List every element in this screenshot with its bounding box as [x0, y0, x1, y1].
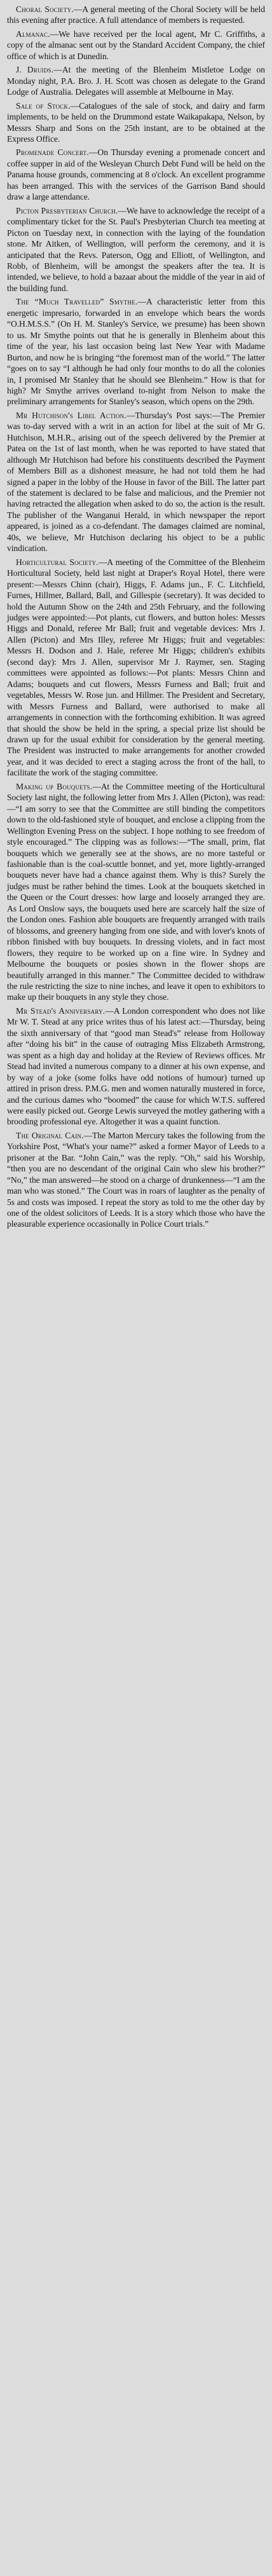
- notice-text: —Thursday's Post says:—The Premier was to-day served with a writ in an action for libel at the suit of Mr G. Hutchison, M.H.R., arising out of the speech delivered by the Premier at Patea on the 1st of last month, when he was reported to have stated that although Mr Hutchison had before his constituents described the Payment of Members Bill as a dishonest measure, he had not told them he had signed a paper in the lobby of the House in favor of the Bill. The latter part of the statement is declared to be false and malicious, and the Premier not having retracted the allegation when asked to do so, the action is the result. The publisher of the Wanganui Herald, in which newspaper the report appeared, is joined as a co-defendant. The damages claimed are nominal, 40s, we believe, Mr Hutchison declaring his object to be a public vindication.: [7, 410, 265, 554]
- notice-sale-of-stock: [7, 100, 265, 145]
- notice-text: —We have received per the local agent, Mr C. Griffiths, a copy of the almanac sent out by the Standard Accident Company, the chief office of which is at Dunedin.: [7, 29, 265, 61]
- notice-picton-presbyterian-church: [7, 205, 265, 294]
- notice-much-travelled-smythe: [7, 296, 265, 407]
- notice-text: —A meeting of the Committee of the Blenheim Horticultural Society, held last night at Draper's Royal Hotel, there were present:—Messrs Chinn (chair), Higgs, F. Adams jun., F. C. Litchfield, Furnes, Hillmer, Ballard, Ball, and Gillespie (secretary). It was decided to hold the Autumn Show on the 24th and 25th February, and the following judges were appointed:—Pot plants, cut flowers, and button holes: Messrs Higgs and Donald, referee Mr Ball; fruit and vegetable devices: Mrs J. Allen (Picton) and Mrs Illey, referee Mr Higgs; fruit and vegetables: Messrs H. Dodson and J. Hale, referee Mr Higgs; children's exhibits (second day): Mrs J. Allen, supervisor Mr J. Raymer, sen. Staging committees were appointed as follows:—Pot plants: Messrs Chinn and Adams; bouquets and cut flowers, Messrs Furness and Ball; fruit and vegetables, Messrs W. Rose jun. and Hillmer. The President and Secretary, with Messrs Furness and Ballard, were authorised to make all arrangements in connection with the forthcoming exhibition. It was agreed that should the show be held in the spring, a special prize list should be drawn up for the usual exhibit for consideration by the general meeting. The President was instructed to make arrangements for another crowded year, and it was decided to erect a staging across the front of the hall, to facilitate the work of the staging committee.: [7, 557, 265, 778]
- notice-heading: Making up Bouquets.: [16, 781, 93, 791]
- notice-stead-anniversary: [7, 1005, 265, 1128]
- notice-heading: The “Much Travelled” Smythe.: [16, 297, 138, 307]
- notice-original-cain: [7, 1130, 265, 1230]
- notice-heading: Almanac.: [16, 29, 50, 39]
- notice-heading: Sale of Stock.: [16, 100, 71, 111]
- notice-text: —On Thursday evening a promenade concert and coffee supper in aid of the Wesleyan Church Debt Fund will be held on the Panama house grounds, commencing at 8 o'clock. An excellent programme has been arranged. This with the services of the Garrison Band should draw a large attendance.: [7, 147, 265, 202]
- notice-heading: The Original Cain.: [16, 1130, 84, 1140]
- notice-heading: Mr Hutchison's Libel Action.: [16, 410, 126, 420]
- notice-heading: Horticultural Society.: [16, 557, 99, 567]
- notice-heading: Mr Stead's Anniversary.: [16, 1005, 105, 1016]
- notice-almanac: [7, 29, 265, 62]
- notice-text: —A London correspondent who does not like Mr W. T. Stead at any price writes thus of his latest act:—Thursday, being the sixth anniversary of that “good man Stead's” release from Holloway after “doing his bit” in the cause of outraging Miss Elizabeth Armstrong, was spent as a high day and holiday at the Review of Reviews offices. Mr Stead had invited a numerous company to a dinner at his own expense, and by way of a joke (some folks have odd notions of humour) turned up attired in prison dress. P.M.G. men and women naturally mustered in force, and the curious dames who “boomed” the cause for which W.T.S. suffered were easily picked out. George Lewis surveyed the motley gathering with a brooding professional eye. Altogether it was a quaint function.: [7, 1005, 265, 1127]
- notice-text: —A characteristic letter from this energetic impresario, forwarded in an envelope which bears the words “O.H.M.S.S.” (On H. M. Stanley's Service, we presume) has been shown to us. Mr Smythe points out that he is generally in Blenheim about this time of the year, his last occasion being last New Year with Madame Burton, and now he is bringing “the foremost man of the world.” The latter “goes on to say “I although he had only four months to do all the colonies in, I promised Mr Stanley that he should see Blenheim.” How is that for high? Mr Smythe arrives overland to-night from Nelson to make the preliminary arrangements for Stanley's season, which opens on the 29th.: [7, 297, 265, 407]
- notice-text: —At the Committee meeting of the Horticultural Society last night, the following letter from Mrs J. Allen (Picton), was read:—“I am sorry to see that the Committee are still binding the competitors down to the old-fashioned style of bouquet, and enclose a clipping from the Wellington Evening Press on the subject. I hope nothing to see freedom of style encouraged.” The clipping was as follows:—“The small, prim, flat bouquets which we generally see at the shows, are no more tasteful or fashionable than is the coal-scuttle bonnet, and yet, more lightly-arranged bouquets never have had a chance against them. Why is this? Surely the judges must be rather behind the times. Look at the bouquets sketched in the Queen or the Court dresses: how large and loosely arranged they are. As Lord Onslow says, the bouquets used here are scarcely half the size of the London ones. Fashion able bouquets are frequently arranged with trails of blossoms, and greenery hanging from one side, and with lover's knots of ribbon finished with buy bouquets. In dressing violets, and in fact most flowers, they require to be worked up on a fine wire. In Sydney and Melbourne the bouquets or posies shown in the flower shops are beautifully arranged in this manner.” The Committee decided to withdraw the rule restricting the size to nine inches, and leave it open to exhibitors to make up their bouquets in any style they chose.: [7, 781, 265, 1002]
- notice-heading: Choral Society.: [16, 4, 74, 14]
- notice-text: —At the meeting of the Blenheim Mistletoe Lodge on Monday night, P.A. Bro. J. H. Scott was chosen as delegate to the Grand Lodge of Australia. Delegates will assemble at Melbourne in May.: [7, 65, 265, 97]
- notice-making-up-bouquets: [7, 781, 265, 1003]
- notice-text: —The Marton Mercury takes the following from the Yorkshire Post, “What's your name?” asked a former Mayor of Leeds to a prisoner at the Bar. “John Cain,” was the reply. “Oh,” said his Worship, “then you are no descendant of the original Cain who slew his brother?” “No,” the man answered—he stood on a charge of drunkenness—“I am the man who was stoned.” The Court was in roars of laughter as the penalty of 5s and costs was imposed. I repeat the story as told to me the other day by one of the oldest solicitors of Leeds. It is a story which those who have the pleasurable experience occasionally in Police Court trials.”: [7, 1130, 265, 1229]
- notice-heading: J. Druids.: [16, 65, 54, 75]
- notice-text: —We have to acknowledge the receipt of a complimentary ticket for the St. Paul's Presbyterian Church tea meeting at Picton on Tuesday next, in connection with the laying of the foundation stone. Mr Aitken, of Wellington, will perform the ceremony, and it is anticipated that the Revs. Paterson, Ogg and Elliott, of Wellington, and Robb, of Blenheim, will be amongst the speakers after the tea. It is intended, we believe, to hold a bazaar about the middle of the year in aid of the building fund.: [7, 205, 265, 293]
- notice-horticultural-society: [7, 557, 265, 779]
- notice-druids: [7, 64, 265, 97]
- notice-choral-society: [7, 4, 265, 26]
- notice-text: —Catalogues of the sale of stock, and dairy and farm implements, to be held on the Drummond estate Waikapakapa, Nelson, by Messrs Sharp and Sons on the 25th instant, are to be obtained at the Express Office.: [7, 100, 265, 144]
- notice-promenade-concert: [7, 147, 265, 202]
- notice-hutchison-libel-action: [7, 410, 265, 554]
- notice-heading: Promenade Concert.: [16, 147, 89, 158]
- notice-heading: Picton Presbyterian Church.: [16, 205, 118, 215]
- notice-text: —A general meeting of the Choral Society will be held this evening after practice. A full attendance of members is requested.: [7, 4, 265, 25]
